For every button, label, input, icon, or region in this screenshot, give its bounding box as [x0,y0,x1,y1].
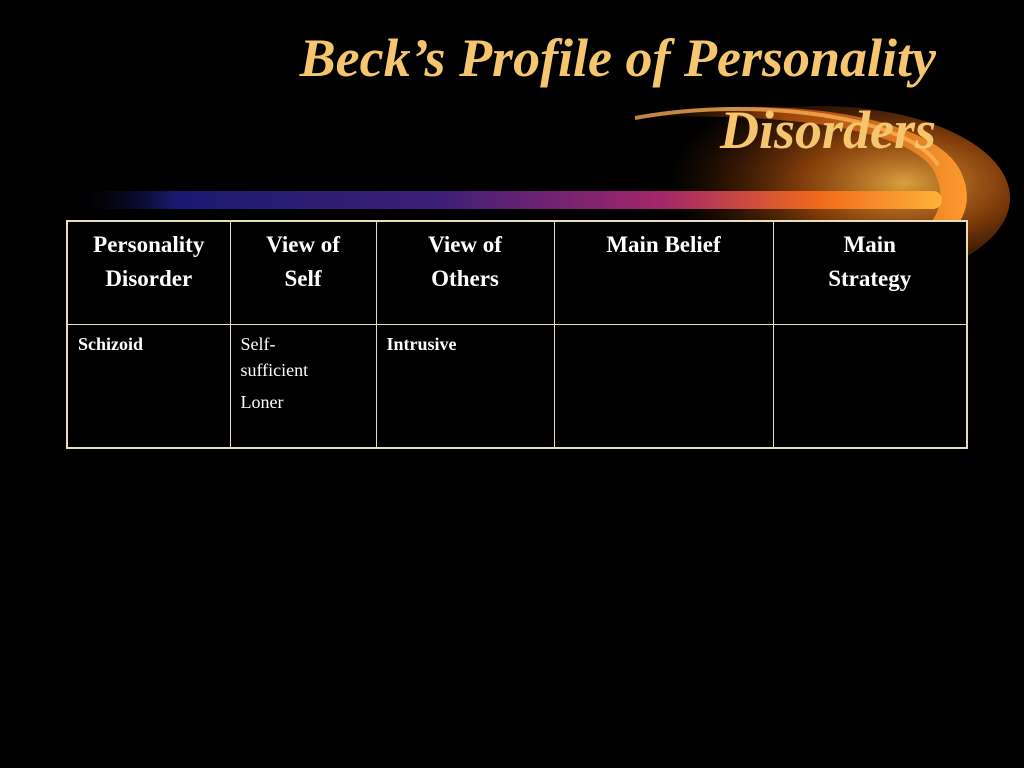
header-personality-disorder [67,221,230,325]
header-text: Strategy [828,266,912,291]
header-text: View of [428,232,502,257]
header-view-of-others [376,221,554,325]
title-line-2: Disorders [719,100,936,160]
header-text: Disorder [105,266,193,291]
cell-main-strategy [773,325,967,449]
cell-view-of-others: Intrusive [376,325,554,449]
cell-view-of-self [230,325,376,449]
header-text: Self [284,266,322,291]
page-title [76,22,936,166]
cell-text: Loner [240,392,284,412]
header-view-of-self [230,221,376,325]
personality-table-container [66,220,966,449]
header-text: Personality [93,232,205,257]
header-main-strategy [773,221,967,325]
header-text: Main Belief [606,232,721,257]
header-text: Others [431,266,499,291]
cell-disorder: Schizoid [67,325,230,449]
table-row [67,325,967,449]
table-header-row [67,221,967,325]
header-text: Main [843,232,896,257]
cell-main-belief [554,325,773,449]
cell-text: sufficient [240,360,309,380]
cell-text: Self- [240,334,276,354]
header-main-belief [554,221,773,325]
header-text: View of [266,232,340,257]
title-line-1: Beck’s Profile of Personality [299,28,936,88]
personality-disorders-table [66,220,968,449]
